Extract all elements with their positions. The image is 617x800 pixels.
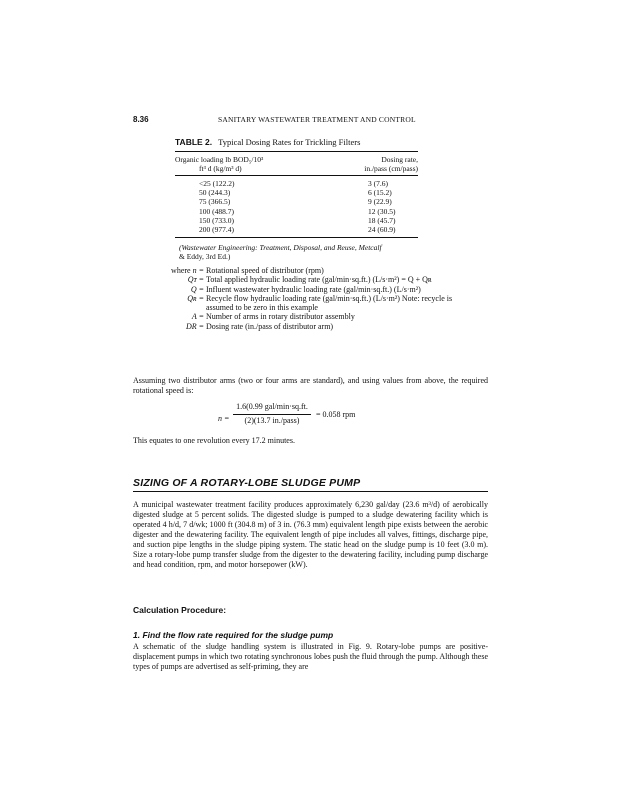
paragraph-problem-statement: A municipal wastewater treatment facility produces approximately 6,230 gal/day (23.6 m³/d) of aerobically digested sludge at 5 percent solids. The digested sludge is pumped to a sludge dewatering facility which is operated 4 h/d, 7 d/wk; 1000 ft (304.8 m) of 3 in. (76.3 mm) equivalent length pipe exists between the aerobic digester and the dewatering facility. The equivalent length of pipe includes all valves, fittings, discharge pipe, and suction pipe lengths in the sludge piping system. The static head on the sludge pump is 10 feet (3.0 m). Size a rotary-lobe pump transfer sludge from the digester to the dewatering facility, including pump discharge and head condition, rpm, and motor horsepower (kW). [133, 500, 488, 569]
calculation-procedure-heading: Calculation Procedure: [133, 605, 227, 615]
section-title: SIZING OF A ROTARY-LOBE SLUDGE PUMP [133, 477, 361, 489]
paragraph-revolution: This equates to one revolution every 17.2 minutes. [133, 436, 295, 445]
table-row [175, 197, 418, 206]
equation-result: = 0.058 rpm [316, 410, 356, 419]
equation-lhs: n = [218, 414, 230, 423]
cell-loading: 75 (366.5) [199, 197, 231, 207]
variable-definitions [133, 266, 491, 331]
cell-loading: 200 (977.4) [199, 225, 234, 235]
table-caption [175, 137, 418, 147]
page-header [133, 115, 488, 127]
running-title: SANITARY WASTEWATER TREATMENT AND CONTROL [218, 115, 416, 124]
column-header-loading: Organic loading lb BOD₅/10³ ft³ d (kg/m³ d) [175, 155, 264, 173]
table-row [175, 207, 418, 216]
cell-rate: 24 (60.9) [368, 225, 396, 235]
paragraph-rotational-speed: Assuming two distributor arms (two or four arms are standard), and using values from above, the required rotational speed is: [133, 376, 488, 395]
cell-loading: 50 (244.3) [199, 188, 231, 198]
equation-numerator: 1.6(0.99 gal/min·sq.ft. [236, 402, 308, 411]
fraction-bar [233, 414, 311, 415]
cell-rate: 3 (7.6) [368, 179, 388, 188]
table-row [175, 216, 418, 225]
cell-loading: <25 (122.2) [199, 179, 235, 188]
table-row [175, 188, 418, 197]
cell-rate: 12 (30.5) [368, 206, 396, 216]
table-row [175, 179, 418, 188]
definition-row: DR = Dosing rate (in./pass of distributor arm) [185, 321, 334, 331]
rotational-speed-equation [218, 402, 418, 434]
definition-row: Qᴛ = Total applied hydraulic loading rate (gal/min·sq.ft.) (L/s·m²) = Q + Qʀ [187, 275, 432, 285]
table-bottom-rule [175, 237, 418, 238]
cell-rate: 9 (22.9) [368, 197, 392, 207]
cell-rate: 18 (45.7) [368, 215, 396, 225]
cell-loading: 100 (488.7) [199, 206, 234, 216]
definition-row: where n = Rotational speed of distributor (rpm) [171, 266, 324, 275]
table-source-note: (Wastewater Engineering: Treatment, Disposal, and Reuse, Metcalf & Eddy, 3rd Ed.) [179, 243, 382, 262]
dosing-rates-table [175, 137, 418, 261]
definition-row: Q = Influent wastewater hydraulic loading rate (gal/min·sq.ft.) (L/s·m²) [190, 284, 421, 294]
table-body [175, 176, 418, 237]
cell-rate: 6 (15.2) [368, 188, 392, 198]
table-label: TABLE 2. [175, 137, 213, 147]
table-title: Typical Dosing Rates for Trickling Filters [218, 137, 361, 147]
definition-row: A = Number of arms in rotary distributor assembly [191, 312, 355, 322]
column-header-dosing-rate: Dosing rate, in./pass (cm/pass) [364, 155, 418, 173]
paragraph-step-1: A schematic of the sludge handling system is illustrated in Fig. 9. Rotary-lobe pumps are positive-displacement pumps in which two rotating synchronous lobes push the fluid through the pump. Although these types of pumps are advertised as self-priming, they are [133, 642, 488, 671]
cell-loading: 150 (733.0) [199, 215, 234, 225]
table-header [175, 152, 418, 175]
page-number: 8.36 [133, 115, 149, 124]
step-1-heading: 1. Find the flow rate required for the sludge pump [133, 630, 334, 640]
definition-row: Qʀ = Recycle flow hydraulic loading rate (gal/min·sq.ft.) (L/s·m²) Note: recycle is [187, 293, 453, 303]
equation-denominator: (2)(13.7 in./pass) [244, 416, 300, 425]
section-rule [133, 491, 488, 492]
table-row [175, 225, 418, 234]
definition-row: assumed to be zero in this example [206, 303, 318, 313]
